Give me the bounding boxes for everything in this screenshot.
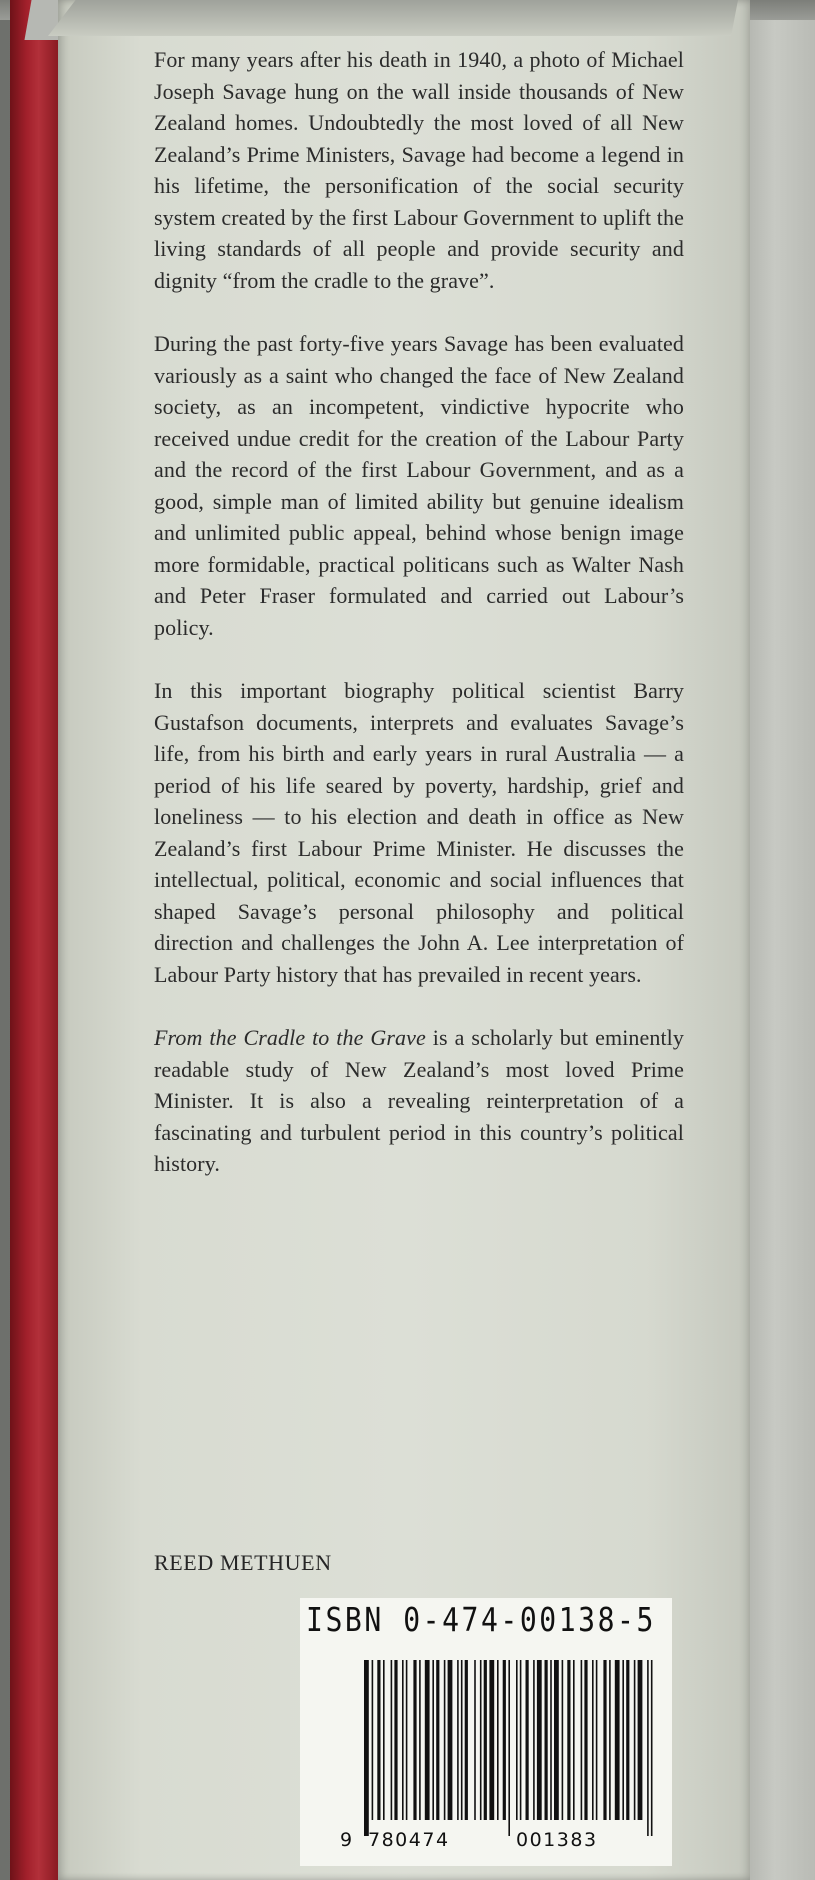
barcode-bar: [592, 1660, 594, 1820]
barcode-bar: [526, 1660, 529, 1820]
barcode-bar: [584, 1660, 587, 1820]
barcode-bar: [545, 1660, 548, 1820]
barcode-bar: [377, 1660, 380, 1820]
flap-top-fold: [48, 0, 738, 36]
barcode-bar: [457, 1660, 459, 1820]
barcode-bar: [391, 1660, 393, 1820]
publisher-name: REED METHUEN: [154, 1550, 332, 1575]
barcode-bars: [362, 1660, 658, 1836]
barcode-bar: [520, 1660, 522, 1820]
barcode-bar: [402, 1660, 404, 1820]
barcode-bar: [537, 1660, 542, 1820]
barcode-bar: [508, 1660, 510, 1836]
barcode-bar: [634, 1660, 636, 1820]
barcode-bar: [432, 1660, 434, 1820]
barcode-bar: [448, 1660, 453, 1820]
red-spine: [10, 0, 58, 1880]
barcode-bar: [567, 1660, 570, 1820]
barcode-digits-right: 001383: [516, 1829, 598, 1851]
barcode-bar: [497, 1660, 499, 1820]
barcode-digits-left: 780474: [368, 1829, 450, 1851]
barcode-bar: [425, 1660, 430, 1820]
blurb-paragraph-4-text: is a scholarly but eminently readable study of New Zealand’s most loved Prime Minister. It is also a revealing reinterpretation of a fascinating and turbulent period in this country’s political history.: [154, 1025, 684, 1176]
barcode-bar: [394, 1660, 397, 1820]
barcode-bar: [554, 1660, 559, 1820]
barcode-bar: [596, 1660, 598, 1820]
barcode-bar: [503, 1660, 506, 1820]
isbn-text: ISBN 0-474-00138-5: [306, 1600, 656, 1639]
barcode-bar: [444, 1660, 446, 1820]
blurb-paragraph-4: [154, 1022, 684, 1180]
barcode-bar: [419, 1660, 421, 1820]
barcode-bar: [550, 1660, 552, 1820]
barcode-bar: [581, 1660, 583, 1820]
barcode-bar: [480, 1660, 482, 1820]
barcode-bar: [573, 1660, 575, 1820]
barcode-bar: [461, 1660, 463, 1820]
barcode-bar: [516, 1660, 518, 1820]
barcode-bar: [474, 1660, 476, 1820]
barcode-bar: [383, 1660, 385, 1820]
barcode-bar: [484, 1660, 487, 1820]
barcode-icon: [362, 1660, 658, 1836]
barcode-bar: [651, 1660, 653, 1836]
blurb-paragraph-3: In this important biography political scientist Barry Gustafson documents, interprets and evaluates Savage’s life, from his birth and early years in rural Australia — a period of his life seared by poverty, hardship, grief and loneliness — to his election and death in office as New Zealand’s first Labour Prime Minister. He discusses the intellectual, political, economic and social influences that shaped Savage’s personal philosophy and political direction and challenges the John A. Lee interpretation of Labour Party history that has prevailed in recent years.: [154, 678, 684, 987]
barcode-digit-first: 9: [340, 1829, 354, 1851]
blurb-paragraph-1: For many years after his death in 1940, a photo of Michael Joseph Savage hung on the wall inside thousands of New Zealand homes. Undoubtedly the most loved of all New Zealand’s Prime Ministers, Savage had become a legend in his lifetime, the personification of the social security system created by the first Labour Government to uplift the living standards of all people and provide security and dignity “from the cradle to the grave”.: [154, 47, 684, 293]
barcode-bar: [406, 1660, 408, 1820]
book-title: From the Cradle to the Grave: [154, 1025, 426, 1050]
barcode-bar: [603, 1660, 606, 1820]
barcode-bar: [533, 1660, 535, 1820]
barcode-bar: [489, 1660, 494, 1820]
blurb-paragraph-2: During the past forty-five years Savage has been evaluated variously as a saint who changed the face of New Zealand society, as an incompetent, vindictive hypocrite who received undue credit for the creation of the Labour Party and the record of the first Labour Government, and as a good, simple man of limited ability but genuine idealism and unlimited public appeal, behind whose benign image more formidable, practical politicans such as Walter Nash and Peter Fraser formulated and carried out Labour’s policy.: [154, 331, 684, 640]
barcode-bar: [609, 1660, 611, 1820]
barcode-bar: [413, 1660, 416, 1820]
barcode-bar: [465, 1660, 468, 1820]
barcode-bar: [638, 1660, 643, 1820]
barcode-bar: [562, 1660, 564, 1820]
barcode-bar: [615, 1660, 620, 1820]
barcode-bar: [372, 1660, 374, 1820]
barcode-bar: [626, 1660, 629, 1820]
barcode-bar: [647, 1660, 649, 1836]
barcode-bar: [436, 1660, 439, 1820]
cover-board: [748, 20, 815, 1880]
barcode-bar: [364, 1660, 369, 1836]
blurb-text: [154, 44, 684, 1212]
barcode-bar: [622, 1660, 624, 1820]
